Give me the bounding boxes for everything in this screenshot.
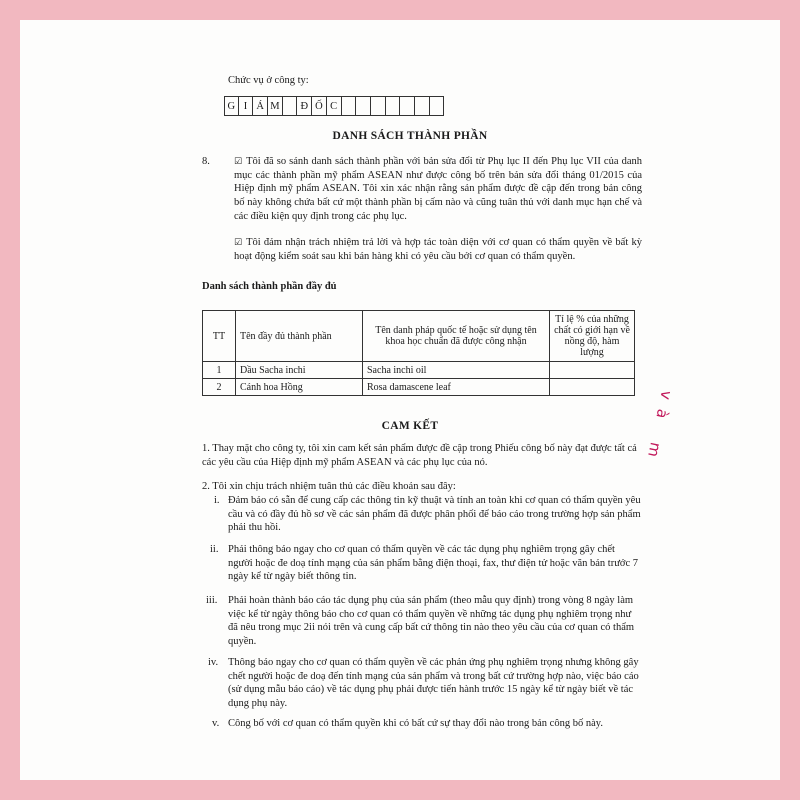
item8-paragraph-2 bbox=[234, 236, 642, 263]
sub-item-text: Phải thông báo ngay cho cơ quan có thẩm quyền về các tác dụng phụ nghiêm trọng gây chết người hoặc đe doạ tính mạng của sản phẩm bằng điện thoại, fax, thư điện tử hoặc văn bản trước 7 ngày kể từ ngày biết thông tin. bbox=[228, 544, 639, 583]
sub-item-text: Đảm bảo có sẵn để cung cấp các thông tin kỹ thuật và tính an toàn khi cơ quan có thẩm quyền yêu cầu và có đầy đủ hồ sơ về các sản phẩm đã được phân phối để báo cáo trong trường hợp sản phẩm phải thu hồi. bbox=[228, 495, 641, 534]
position-boxes bbox=[224, 96, 444, 116]
position-box-cell bbox=[342, 96, 357, 116]
ingredients-section-title: DANH SÁCH THÀNH PHẦN bbox=[332, 130, 488, 142]
document-page bbox=[20, 20, 780, 780]
table-cell: Sacha inchi oil bbox=[363, 362, 550, 379]
position-box-cell bbox=[386, 96, 401, 116]
position-box-cell: Ố bbox=[312, 96, 327, 116]
position-box-cell: G bbox=[224, 96, 239, 116]
checkbox-checked-icon: ☑ bbox=[234, 157, 243, 167]
commitment-title: CAM KẾT bbox=[381, 420, 439, 432]
table-cell: Rosa damascene leaf bbox=[363, 379, 550, 396]
table-header-inci-name: Tên danh pháp quốc tế hoặc sử dụng tên khoa học chuẩn đã được công nhận bbox=[363, 311, 550, 362]
sub-item-text: Phải hoàn thành báo cáo tác dụng phụ của sản phẩm (theo mẫu quy định) trong vòng 8 ngày làm việc kể từ ngày thông báo cho cơ quan có thẩm quyền về những tác dụng phụ nghiêm trọng như đã nêu trong mục 2ii nói trên và cung cấp bất cứ thông tin nào theo yêu cầu của cơ quan có thẩm quyền. bbox=[228, 595, 635, 647]
sub-item-number: i. bbox=[214, 495, 220, 506]
sub-item-number: iv. bbox=[208, 657, 219, 668]
item8-paragraph-1 bbox=[234, 155, 642, 223]
item8-para2-text: Tôi đảm nhận trách nhiệm trả lời và hợp tác toàn diện với cơ quan có thẩm quyền về bất kỳ hoạt động kiểm soát sau khi bán hàng khi có yêu cầu bởi cơ quan có thẩm quyền. bbox=[234, 237, 642, 262]
position-box-cell bbox=[430, 96, 445, 116]
item-number-8: 8. bbox=[202, 156, 210, 167]
sub-item-text: Công bố với cơ quan có thẩm quyền khi có bất cứ sự thay đổi nào trong bản công bố này. bbox=[228, 718, 603, 729]
position-box-cell bbox=[400, 96, 415, 116]
table-header-full-name: Tên đầy đủ thành phần bbox=[236, 311, 363, 362]
table-header-row bbox=[203, 311, 635, 362]
table-header-tt: TT bbox=[203, 311, 236, 362]
sub-item-text: Thông báo ngay cho cơ quan có thẩm quyền về các phản ứng phụ nghiêm trọng nhưng không gây chết người hoặc đe doạ đến tính mạng của sản phẩm và trong bất cứ trường hợp nào, việc báo cáo (sử dụng mẫu báo cáo) về tác dụng phụ phải được tiến hành trước 15 ngày kể từ ngày biết về tác dụng phụ này. bbox=[228, 657, 639, 709]
table-cell: 1 bbox=[203, 362, 236, 379]
position-box-cell: I bbox=[239, 96, 254, 116]
table-cell bbox=[550, 379, 635, 396]
position-box-cell: Đ bbox=[297, 96, 312, 116]
position-box-cell bbox=[415, 96, 430, 116]
table-row bbox=[203, 379, 635, 396]
checkbox-checked-icon: ☑ bbox=[234, 238, 243, 248]
position-label: Chức vụ ở công ty: bbox=[228, 75, 309, 86]
item8-para1-text: Tôi đã so sánh danh sách thành phần với bản sửa đổi từ Phụ lục II đến Phụ lục VII của danh mục các thành phần mỹ phẩm ASEAN như được công bố trên bản sửa đổi tháng 01/2015 của Hiệp định mỹ phẩm ASEAN. Tôi xin xác nhận rằng sản phẩm được đề cập đến trong bản công bố này không chứa bất cứ một thành phần bị cấm nào và cũng tuân thủ với danh mục hạn chế và các điều kiện quy định trong các phụ lục. bbox=[234, 156, 642, 222]
table-cell: Cánh hoa Hồng bbox=[236, 379, 363, 396]
table-row bbox=[203, 362, 635, 379]
sub-item-number: v. bbox=[212, 718, 220, 729]
table-header-percentage: Tỉ lệ % của những chất có giới hạn về nồng độ, hàm lượng bbox=[550, 311, 635, 362]
position-box-cell bbox=[283, 96, 298, 116]
commitment-1: 1. Thay mặt cho công ty, tôi xin cam kết sản phẩm được đề cập trong Phiếu công bố này đạt được tất cả các yêu cầu của Hiệp định mỹ phẩm ASEAN và các phụ lục của nó. bbox=[202, 443, 637, 468]
sub-item-number: iii. bbox=[206, 595, 218, 606]
sub-item-number: ii. bbox=[210, 544, 219, 555]
position-box-cell: C bbox=[327, 96, 342, 116]
ingredients-table bbox=[202, 310, 635, 396]
table-cell bbox=[550, 362, 635, 379]
position-box-cell: M bbox=[268, 96, 283, 116]
position-box-cell: Á bbox=[253, 96, 268, 116]
position-box-cell bbox=[371, 96, 386, 116]
table-cell: Dầu Sacha inchi bbox=[236, 362, 363, 379]
full-list-title: Danh sách thành phần đầy đủ bbox=[202, 281, 337, 292]
position-box-cell bbox=[356, 96, 371, 116]
handwritten-side-mark: và m bbox=[642, 388, 676, 469]
table-cell: 2 bbox=[203, 379, 236, 396]
commitment-2: 2. Tôi xin chịu trách nhiệm tuân thủ các điều khoản sau đây: bbox=[202, 481, 456, 492]
